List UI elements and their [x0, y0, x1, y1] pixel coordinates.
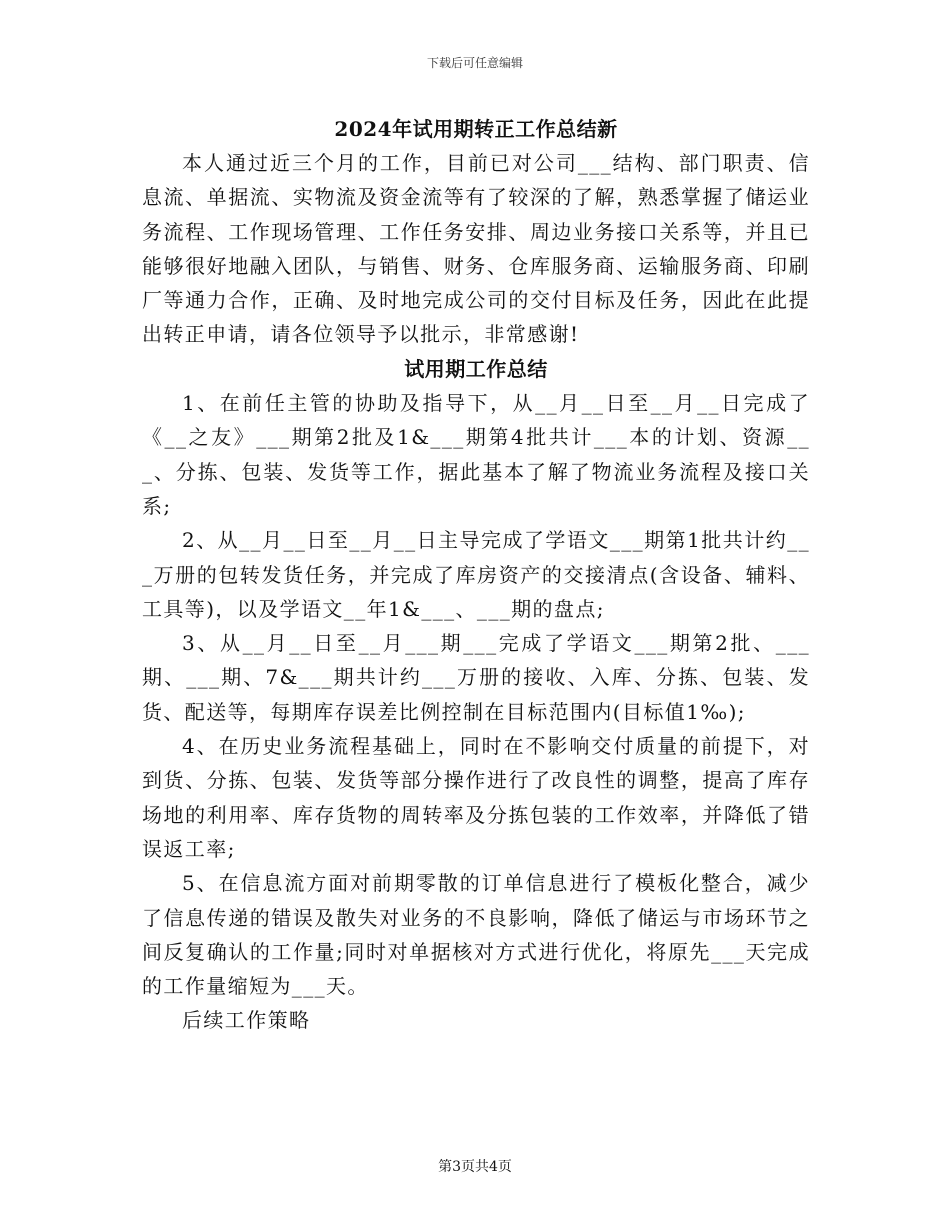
header-note: 下载后可任意编辑	[426, 56, 523, 70]
intro-paragraph: 本人通过近三个月的工作，目前已对公司___结构、部门职责、信息流、单据流、实物流及资金流等有了较深的了解，熟悉掌握了储运业务流程、工作现场管理、工作任务安排、周边业务接口关系等，并且已能够很好地融入团队，与销售、财务、仓库服务商、运输服务商、印刷厂等通力合作，正确、及时地完成公司的交付目标及任务，因此在此提出转正申请，请各位领导予以批示，非常感谢!	[142, 151, 810, 347]
document-title: 2024年试用期转正工作总结新	[334, 117, 618, 141]
document-body	[142, 112, 810, 1038]
summary-item-1: 1、在前任主管的协助及指导下，从__月__日至__月__日完成了《__之友》___期第2批及1&___期第4批共计___本的计划、资源___、分拣、包装、发货等工作，据此基本了解了物流业务流程及接口关系;	[142, 391, 810, 518]
next-steps-heading: 后续工作策略	[182, 1008, 311, 1033]
summary-item-3: 3、从__月__日至__月___期___完成了学语文___期第2批、___期、___期、7&___期共计约___万册的接收、入库、分拣、包装、发货、配送等，每期库存误差比例控制在目标范围内(目标值1‰);	[142, 631, 810, 724]
page-footer: 第3页共4页	[438, 1159, 512, 1175]
summary-item-2: 2、从__月__日至__月__日主导完成了学语文___期第1批共计约___万册的包转发货任务，并完成了库房资产的交接清点(含设备、辅料、工具等)，以及学语文__年1&___、___期的盘点;	[142, 528, 810, 621]
section-title: 试用期工作总结	[404, 356, 548, 381]
summary-item-5: 5、在信息流方面对前期零散的订单信息进行了模板化整合，减少了信息传递的错误及散失对业务的不良影响，降低了储运与市场环节之间反复确认的工作量;同时对单据核对方式进行优化，将原先___天完成的工作量缩短为___天。	[142, 871, 810, 999]
summary-item-4: 4、在历史业务流程基础上，同时在不影响交付质量的前提下，对到货、分拣、包装、发货等部分操作进行了改良性的调整，提高了库存场地的利用率、库存货物的周转率及分拣包装的工作效率，并降低了错误返工率;	[142, 734, 810, 861]
